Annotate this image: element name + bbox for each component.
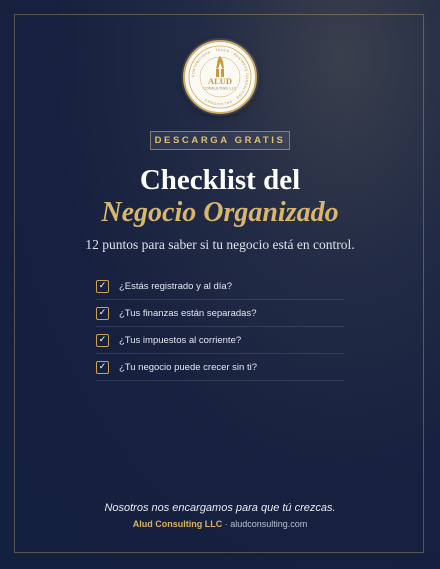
checklist-item-label: ¿Tus finanzas están separadas? [119, 308, 257, 319]
page-title-highlight: Negocio Organizado [101, 197, 339, 228]
page-title: Checklist del [139, 164, 301, 196]
checklist-item [96, 355, 344, 381]
checklist-item-label: ¿Tu negocio puede crecer sin ti? [119, 362, 258, 373]
logo-subname: CONSULTING LLC [203, 86, 237, 91]
checkbox-checked-icon: ✓ [96, 280, 109, 293]
logo-ring-text: CONTABILIDAD · TAXES · BUSINESS CONSULTING · SOLUCIONES · [190, 47, 250, 107]
company-logo [183, 40, 257, 114]
checkbox-checked-icon: ✓ [96, 361, 109, 374]
logo-name: ALUD [207, 76, 233, 86]
footer [0, 519, 440, 529]
free-download-badge: DESCARGA GRATIS [150, 131, 290, 150]
page-subtitle: 12 puntos para saber si tu negocio está en control. [85, 237, 355, 252]
footer-brand: Alud Consulting LLC [132, 519, 223, 529]
checkbox-checked-icon: ✓ [96, 334, 109, 347]
checklist-item [96, 274, 344, 300]
footer-separator: · [224, 519, 228, 529]
tagline: Nosotros nos encargamos para que tú crezcas. [104, 502, 336, 514]
flame-tower-logo-icon [185, 42, 255, 112]
checklist [96, 274, 344, 382]
checklist-item [96, 328, 344, 354]
footer-url-link[interactable]: aludconsulting.com [230, 519, 308, 529]
checklist-item-label: ¿Estás registrado y al día? [119, 281, 232, 292]
checklist-item [96, 301, 344, 327]
checkbox-checked-icon: ✓ [96, 307, 109, 320]
checklist-item-label: ¿Tus impuestos al corriente? [119, 335, 242, 346]
